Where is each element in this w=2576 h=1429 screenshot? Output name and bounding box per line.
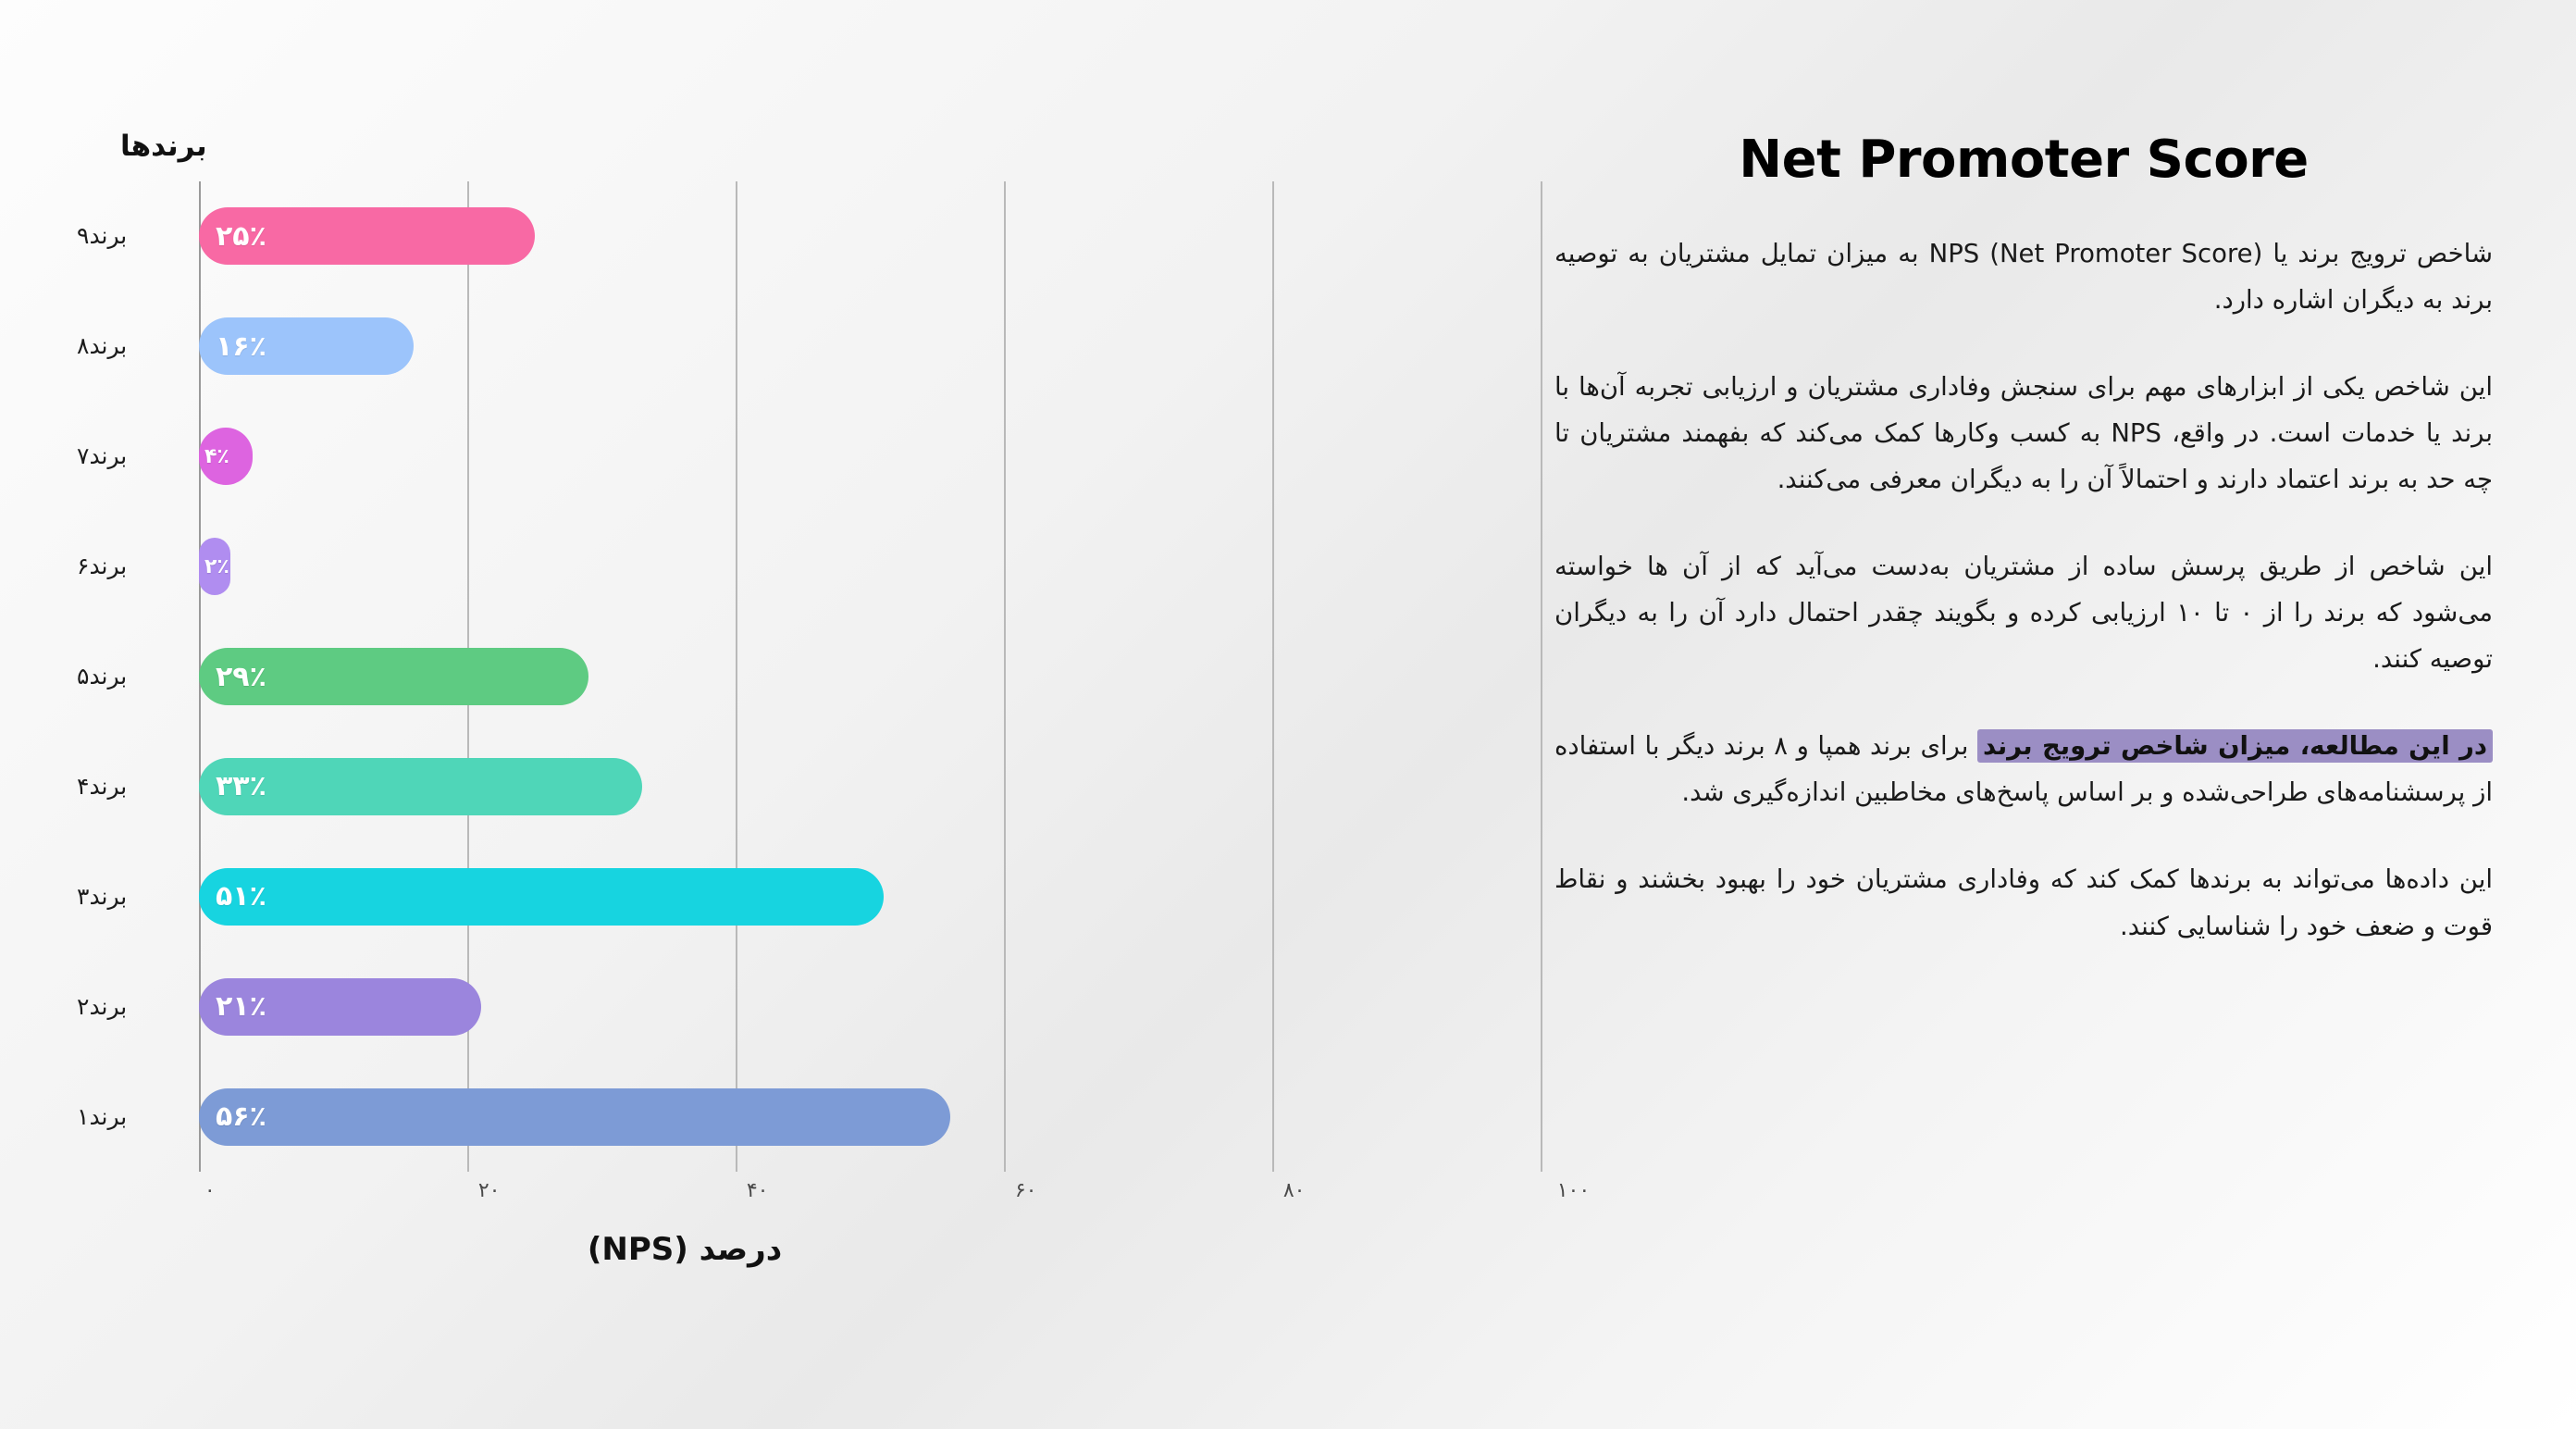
category-label: برند۶	[77, 553, 128, 580]
x-tick-label: ۲۰	[477, 1179, 501, 1202]
bar-value-label: ۲۵٪	[216, 219, 266, 253]
bar-row	[199, 1088, 950, 1146]
bar-row	[199, 978, 481, 1036]
y-axis-title: برندها	[120, 130, 207, 163]
text-panel	[1517, 0, 2576, 1429]
paragraph-1: شاخص ترویج برند یا NPS (Net Promoter Score) به میزان تمایل مشتریان به توصیه برند به دیگران اشاره دارد.	[1554, 239, 2493, 316]
x-axis-title: درصد (NPS)	[587, 1231, 783, 1268]
highlighted-phrase: در این مطالعه، میزان شاخص ترویج برند	[1977, 729, 2493, 763]
bar	[199, 868, 884, 926]
category-label: برند۹	[77, 222, 128, 250]
bar-row	[199, 758, 642, 815]
x-tick-label: ۸۰	[1282, 1179, 1306, 1202]
gridline	[736, 181, 737, 1172]
bar	[199, 317, 414, 375]
bar-value-label: ۵۶٪	[216, 1100, 266, 1134]
bar-row	[199, 868, 884, 926]
bar-row	[199, 538, 230, 595]
bar-row	[199, 207, 535, 265]
paragraph-3: این شاخص از طریق پرسش ساده از مشتریان به‌دست می‌آید که از آن ها خواسته می‌شود که برند را از ۰ تا ۱۰ ارزیابی کرده و بگویند چقدر احتمال دارد آن را به دیگران توصیه کنند.	[1554, 552, 2493, 675]
bar-value-label: ۳۳٪	[216, 770, 266, 803]
category-label: برند۴	[77, 772, 128, 800]
bar	[199, 207, 535, 265]
bar-row	[199, 648, 588, 705]
bar	[199, 538, 230, 595]
paragraph-4	[1554, 682, 2493, 815]
gridline	[1272, 181, 1274, 1172]
bar-value-label: ۲۱٪	[216, 990, 266, 1024]
bar-value-label: ۱۶٪	[216, 329, 266, 363]
bar-value-label: ۲۹٪	[216, 660, 266, 693]
bar	[199, 1088, 950, 1146]
paragraph-2: این شاخص یکی از ابزارهای مهم برای سنجش وفاداری مشتریان و ارزیابی تجربه آن‌ها با برند یا خدمات است. در واقع، NPS به کسب وکارها کمک می‌کند که بفهمند مشتریان تا چه حد به برند اعتماد دارند و احتمالاً آن را به دیگران معرفی می‌کنند.	[1554, 372, 2493, 495]
bar	[199, 758, 642, 815]
bar-value-label: ۴٪	[204, 444, 229, 468]
x-tick-label: ۴۰	[746, 1179, 769, 1202]
paragraph-4-rest: برای برند همپا و ۸ برند دیگر با استفاده از پرسشنامه‌های طراحی‌شده و بر اساس پاسخ‌های مخاطبین اندازه‌گیری شد.	[1554, 731, 2493, 808]
category-label: برند۵	[77, 663, 128, 690]
bar	[199, 648, 588, 705]
bar-row	[199, 317, 414, 375]
bar-value-label: ۵۱٪	[216, 880, 266, 913]
x-tick-label: ۰	[204, 1179, 216, 1202]
paragraph-5: این داده‌ها می‌تواند به برندها کمک کند که وفاداری مشتریان خود را بهبود بخشند و نقاط قوت و ضعف خود را شناسایی کنند.	[1554, 864, 2493, 941]
bar-chart-plot	[77, 181, 1591, 1202]
x-tick-label: ۱۰۰	[1556, 1179, 1591, 1202]
bar-row	[199, 428, 253, 485]
gridline	[1004, 181, 1006, 1172]
x-tick-label: ۶۰	[1014, 1179, 1037, 1202]
category-label: برند۷	[77, 442, 128, 470]
category-label: برند۲	[77, 992, 128, 1020]
bar-value-label: ۲٪	[204, 554, 229, 578]
bar	[199, 978, 481, 1036]
category-label: برند۸	[77, 332, 128, 360]
page-title: Net Promoter Score	[1739, 130, 2309, 190]
category-label: برند۱	[77, 1102, 128, 1130]
category-label: برند۳	[77, 882, 128, 910]
bar	[199, 428, 253, 485]
